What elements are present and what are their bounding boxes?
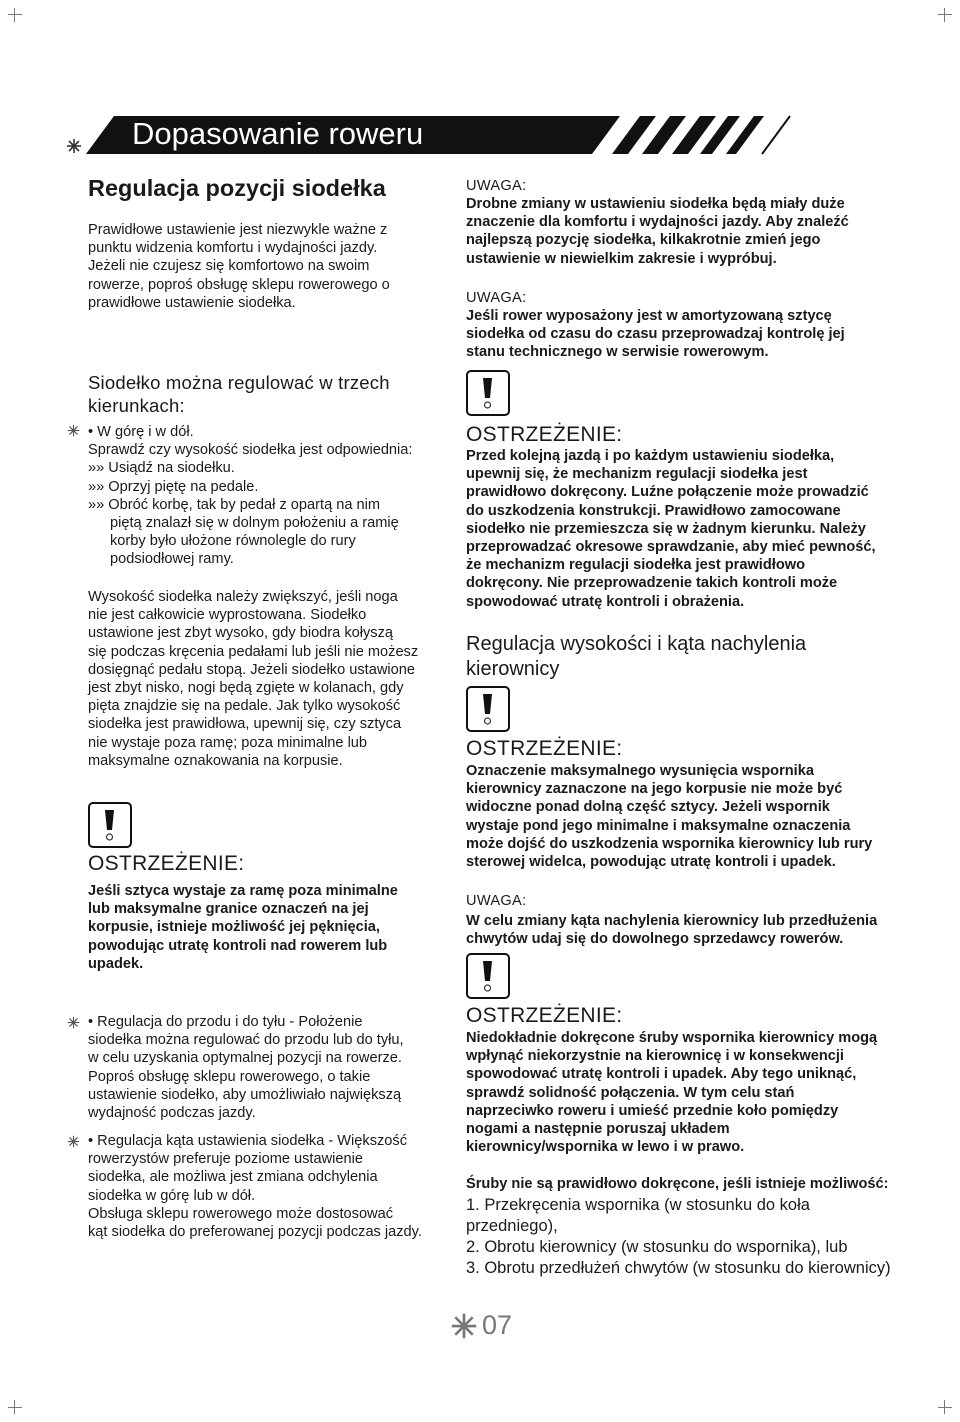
text-line: punktu widzenia komfortu i wydajności jazdy. <box>88 240 378 257</box>
text-line: Prawidłowe ustawienie jest niezwykle ważne z <box>88 222 388 238</box>
text-line: pięta znajdzie się na pedale. Jak tylko wysokość <box>88 698 401 715</box>
text-line: podsiodłowej ramy. <box>110 551 234 568</box>
page-title: Dopasowanie roweru <box>132 116 424 151</box>
text-line: Jeżeli nie czujesz się komfortowo na swoim <box>88 258 370 275</box>
text-line: Niedokładnie dokręcone śruby wspornika kierownicy mogą <box>466 1030 878 1046</box>
text-line: nogami a następnie poruszaj układem <box>466 1121 730 1138</box>
text-line: może dojść do uszkodzenia wspornika kierownicy lub rury <box>466 835 873 852</box>
warning-icon <box>466 370 510 416</box>
text-line: • W górę i w dół. <box>88 424 194 440</box>
flower-icon <box>67 424 80 437</box>
flower-icon <box>450 1312 478 1340</box>
text-line: piętą znalazł się w dolnym położeniu a ramię <box>110 515 399 532</box>
page-number: 07 <box>482 1310 513 1340</box>
text-line: prawidłowo dokręcony. Luźne połączenie może prowadzić <box>466 484 869 501</box>
text-line: wpłynąć niekorzystnie na kierownicę i w konsekwencji <box>466 1048 844 1065</box>
text-line: Przed kolejną jazdą i po każdym ustawieniu siodełka, <box>466 448 835 464</box>
section-heading <box>466 632 806 682</box>
text-line: się podczas kręcenia pedałami lub jeśli nie możesz <box>88 643 419 660</box>
text-line: wydajność podczas jazdy. <box>88 1105 256 1122</box>
warning-icon <box>466 686 510 732</box>
warning-icon <box>466 953 510 999</box>
text-line: wystaje pond jego minimalne i maksymalne oznaczenia <box>466 817 851 834</box>
warning-title: OSTRZEŻENIE: <box>466 423 623 446</box>
text-line: widoczne ponad dolną część sztycy. Jeżeli wspornik <box>466 799 830 816</box>
crop-mark <box>944 8 945 22</box>
note-title: UWAGA: <box>466 893 527 909</box>
height-paragraph <box>88 588 418 770</box>
crop-mark <box>8 1407 22 1408</box>
text-line: kierownicy zaznaczone na jego korpusie nie może być <box>466 781 843 798</box>
text-line: że mechanizm regulacji siodełka jest prawidłowo <box>466 557 806 574</box>
text-line: korby było ułożone równolegle do rury <box>110 533 356 550</box>
text-line: Oznaczenie maksymalnego wysunięcia wspornika <box>466 763 814 779</box>
intro-paragraph <box>88 221 428 312</box>
text-line: prawidłowe ustawienie siodełka. <box>88 294 296 311</box>
text-line: kierunkach: <box>88 395 185 416</box>
note-title: UWAGA: <box>466 178 527 194</box>
crop-mark <box>14 8 15 22</box>
subheading <box>88 371 390 417</box>
text-line: przeprowadzać okresowe sprawdzanie, aby mieć pewność, <box>466 539 876 556</box>
text-line: chwytów udaj się do dowolnego sprzedawcy rowerów. <box>466 931 844 948</box>
flower-icon <box>66 138 82 154</box>
section-heading: Regulacja pozycji siodełka <box>88 175 386 201</box>
text-line: maksymalne oznakowania na korpusie. <box>88 752 343 769</box>
note-title: UWAGA: <box>466 290 527 306</box>
list-item: 2. Obrotu kierownicy (w stosunku do wspornika), lub <box>466 1238 848 1256</box>
direction-angle <box>88 1132 422 1241</box>
text-line: Jeśli sztyca wystaje za ramę poza minimalne <box>88 883 398 899</box>
crop-mark <box>8 14 22 15</box>
text-line: kierownicy/wspornika w lewo i w prawo. <box>466 1139 745 1156</box>
flower-icon <box>67 1135 80 1148</box>
text-line: Sprawdź czy wysokość siodełka jest odpowiednia: <box>88 442 413 459</box>
text-line: nie jest całkowicie wyprostowana. Siodełko <box>88 607 367 624</box>
note-text <box>466 307 845 362</box>
text-line: kierownicy <box>466 658 560 680</box>
note-text <box>466 912 877 948</box>
note-text <box>466 195 849 268</box>
text-line: ustawienie w niewielkim zakresie i wypróbuj. <box>466 250 777 267</box>
warning-text <box>466 447 876 611</box>
warning-text <box>88 882 398 973</box>
text-line: najlepszą pozycję siodełka, kilkakrotnie zmień jego <box>466 232 821 249</box>
text-line: siodełka jest prawidłowa, upewnij się, czy sztyca <box>88 716 402 733</box>
text-line: do uszkodzenia konstrukcji. Prawidłowo zamocowane <box>466 502 841 519</box>
text-line: powodując utratę kontroli nad rowerem lub <box>88 937 388 954</box>
text-line: korpusie, istnieje możliwość jej pęknięcia, <box>88 919 380 936</box>
list-item: 1. Przekręcenia wspornika (w stosunku do koła <box>466 1196 810 1214</box>
text-line: siodełka w górę lub w dół. <box>88 1187 256 1204</box>
text-line: lub maksymalne granice oznaczeń na jej <box>88 901 369 918</box>
text-line: Drobne zmiany w ustawieniu siodełka będą miały duże <box>466 196 845 212</box>
text-line: siodełka od czasu do czasu przeprowadzaj kontrolę jej <box>466 326 845 343</box>
direction-forward-back <box>88 1013 404 1122</box>
text-line: w celu uzyskania optymalnej pozycji na rowerze. <box>88 1050 402 1067</box>
list-item: przedniego), <box>466 1217 558 1235</box>
text-line: naprzeciwko roweru i umieść przednie koło pomiędzy <box>466 1102 839 1119</box>
text-line: • Regulacja do przodu i do tyłu - Położenie <box>88 1014 363 1030</box>
text-line: W celu zmiany kąta nachylenia kierownicy lub przedłużenia <box>466 913 878 929</box>
text-line: dokręcony. Nie przeprowadzenie takich kontroli może <box>466 575 838 592</box>
text-line: rowerzystów preferuje poziome ustawienie <box>88 1151 363 1168</box>
warning-title: OSTRZEŻENIE: <box>466 1004 623 1027</box>
text-line: upadek. <box>88 955 144 972</box>
text-line: ustawienie siodełko, aby umożliwiało największą <box>88 1086 402 1103</box>
text-line: znaczenie dla komfortu i wydajności jazdy. Aby znaleźć <box>466 214 849 231</box>
text-line: »» Oprzyj piętę na pedale. <box>88 478 259 495</box>
warning-text <box>466 762 872 871</box>
text-line: »» Usiądź na siodełku. <box>88 460 235 477</box>
flower-icon <box>67 1016 80 1029</box>
text-line: nie wystaje poza ramę; poza minimalne lub <box>88 734 368 751</box>
text-line: stanu technicznego w serwisie rowerowym. <box>466 344 769 361</box>
warning-title: OSTRZEŻENIE: <box>88 852 245 875</box>
text-line: siodełka można regulować do przodu lub do tyłu, <box>88 1032 404 1049</box>
text-line: Obsługa sklepu rowerowego może dostosować <box>88 1205 394 1222</box>
direction-up-down <box>88 423 412 569</box>
text-line: jest zbyt nisko, nogi będą zgięte w kolanach, gdy <box>88 680 404 697</box>
text-line: • Regulacja kąta ustawienia siodełka - Większość <box>88 1133 408 1149</box>
text-line: siodełko nie przemieszcza się w żadnym kierunku. Należy <box>466 520 866 537</box>
text-line: rowerze, poproś obsługę sklepu rowerowego o <box>88 276 390 293</box>
text-line: kąt siodełka do preferowanej pozycji podczas jazdy. <box>88 1224 422 1241</box>
text-line: upewnij się, że mechanizm regulacji siodełka jest <box>466 466 808 483</box>
screws-list <box>466 1195 891 1279</box>
text-line: siodełka, ale możliwa jest zmiana odchylenia <box>88 1169 378 1186</box>
text-line: sprawdź solidność połączenia. W tym celu stań <box>466 1084 795 1101</box>
text-line: ustawione jest zbyt wysoko, gdy biodra kołyszą <box>88 625 393 642</box>
text-line: dosięgnąć pedału stopą. Jeżeli siodełko ustawione <box>88 661 415 678</box>
text-line: »» Obróć korbę, tak by pedał z opartą na nim <box>88 496 381 513</box>
text-line: Regulacja wysokości i kąta nachylenia <box>466 633 807 655</box>
text-line: spowodować utratę kontroli i upadek. Aby tego uniknąć, <box>466 1066 857 1083</box>
warning-text <box>466 1029 877 1156</box>
warning-title: OSTRZEŻENIE: <box>466 737 623 760</box>
list-item: 3. Obrotu przedłużeń chwytów (w stosunku do kierownicy) <box>466 1259 891 1277</box>
crop-mark <box>938 14 952 15</box>
text-line: Wysokość siodełka należy zwiększyć, jeśli noga <box>88 589 398 605</box>
text-line: Poproś obsługę sklepu rowerowego, o takie <box>88 1068 371 1085</box>
text-line: Jeśli rower wyposażony jest w amortyzowaną sztycę <box>466 308 832 324</box>
text-line: spowodować utratę kontroli i obrażenia. <box>466 593 745 610</box>
crop-mark <box>938 1407 952 1408</box>
text-line: Siodełko można regulować w trzech <box>88 372 390 393</box>
text-line: sterowej widelca, powodując utratę kontroli i upadek. <box>466 854 836 871</box>
screws-title: Śruby nie są prawidłowo dokręcone, jeśli istnieje możliwość: <box>466 1176 889 1192</box>
warning-icon <box>88 802 132 848</box>
